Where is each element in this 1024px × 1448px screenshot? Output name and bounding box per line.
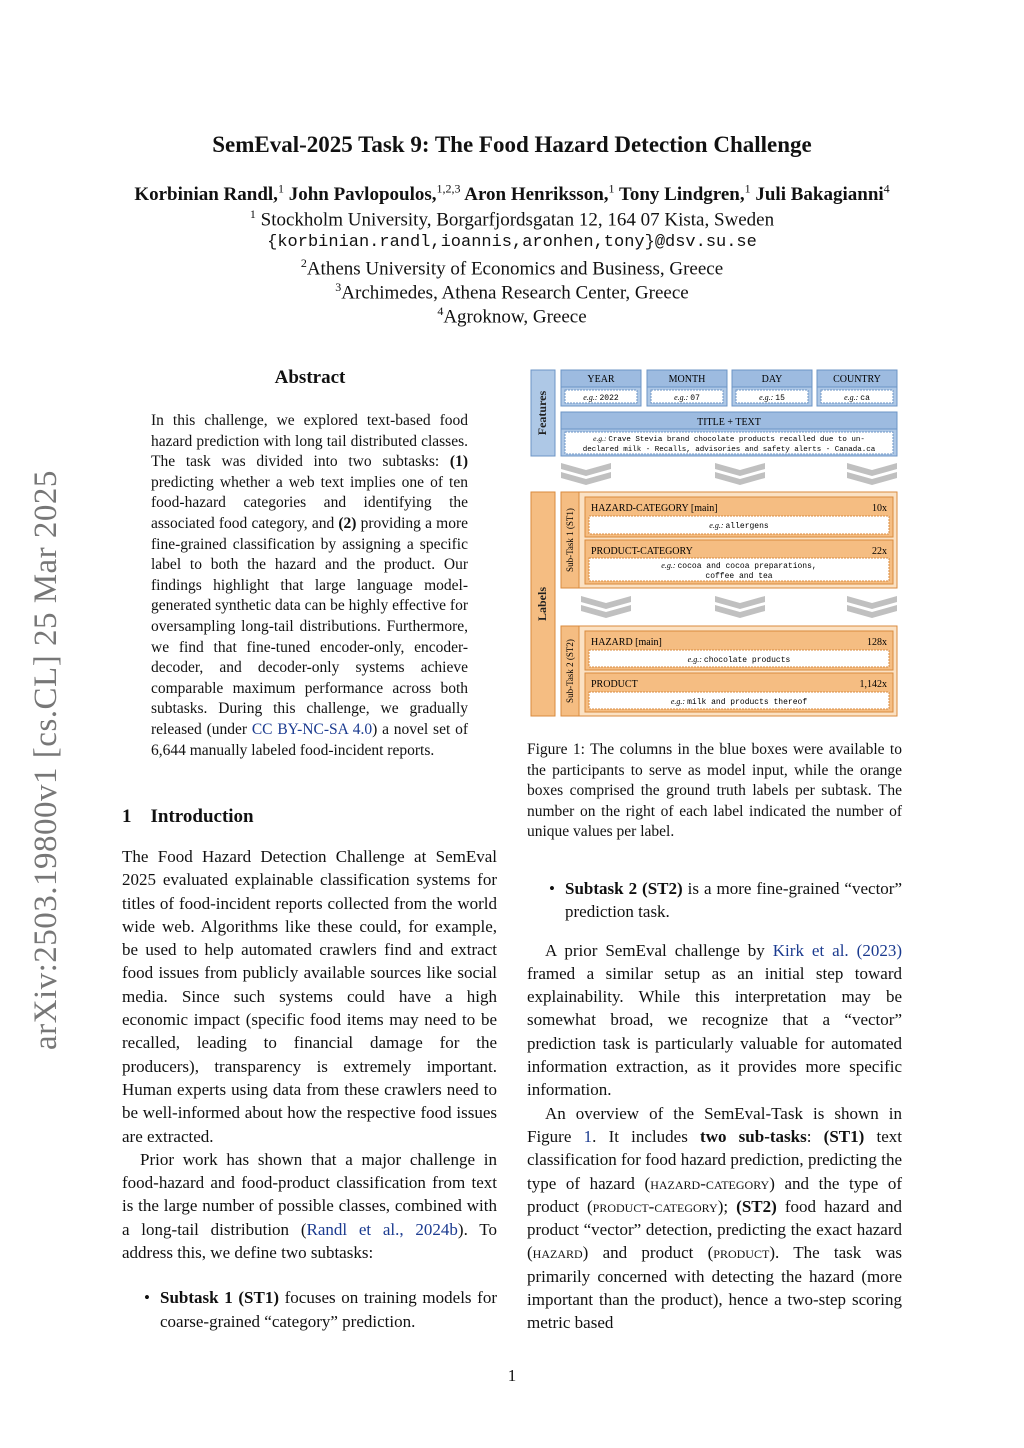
chevrons-features-to-labels — [561, 463, 897, 485]
figure-1-caption: Figure 1: The columns in the blue boxes were available to the participants to serve as model input, while the orange boxes comprised the ground truth labels per subtask. The number on the right of each label indicated the number of unique values per label. — [527, 741, 902, 841]
svg-text:e.g.: Crave Stevia brand choco: e.g.: Crave Stevia brand chocolate products recalled due to un- — [593, 434, 865, 444]
svg-text:e.g.: milk and products thereo: e.g.: milk and products thereof — [670, 697, 808, 707]
author-emails: {korbinian.randl,ioannis,aronhen,tony}@dsv.su.se — [267, 233, 757, 252]
paper-title: SemEval-2025 Task 9: The Food Hazard Detection Challenge — [212, 132, 812, 157]
feature-month — [647, 370, 727, 406]
section-heading-introduction: 1 Introduction — [122, 806, 254, 827]
label-hazard — [585, 631, 893, 670]
left-column-body — [122, 845, 497, 1333]
svg-text:22x: 22x — [872, 546, 887, 557]
citation-kirk-2023[interactable]: Kirk et al. (2023) — [772, 940, 902, 960]
labels-label: Labels — [535, 586, 549, 622]
svg-text:PRODUCT: PRODUCT — [591, 679, 638, 690]
intro-paragraph-1: The Food Hazard Detection Challenge at SemEval 2025 evaluated explainable classification systems for titles of food-incident reports collected from the world wide web. Algorithms like these could, for example, be used to help automated crawlers find and extract food issues from publicly available sources like social media. Since such systems could have a high economic impact (specific food items may need to be recalled, leading to financial damage for the producers), transparency is extremely important. Human experts using data from these crawlers need to be well-informed about how the respective food issues are extracted. — [122, 847, 497, 1146]
chevron-icon — [581, 596, 631, 609]
right-column-body — [527, 877, 902, 1335]
bullet-subtask-1: • Subtask 1 (ST1) focuses on training models for coarse-grained “category” prediction. — [140, 1286, 497, 1333]
bullet-subtask-2: • Subtask 2 (ST2) is a more fine-grained “vector” prediction task. — [545, 877, 902, 924]
svg-text:1,142x: 1,142x — [859, 679, 887, 690]
chevron-icon — [715, 596, 765, 609]
citation-randl-2024b[interactable]: Randl et al., 2024b — [306, 1219, 458, 1239]
svg-text:TITLE + TEXT: TITLE + TEXT — [697, 417, 761, 428]
svg-text:HAZARD [main]: HAZARD [main] — [591, 637, 662, 648]
affiliation-1: $^1$ Stockholm University, Borgarfjordsgatan 12, 164 07 Kista, Sweden — [249, 207, 775, 231]
subtask-1-label: Sub-Task 1 (ST1) — [565, 508, 575, 572]
license-link[interactable]: CC BY-NC-SA 4.0 — [251, 720, 373, 738]
chevrons-st1-to-st2 — [581, 596, 897, 618]
affiliation-4: $^4$Agroknow, Greece — [437, 304, 587, 328]
label-product — [585, 673, 893, 712]
svg-text:COUNTRY: COUNTRY — [833, 374, 881, 385]
author-1: Korbinian Randl,$^1$ — [134, 182, 284, 206]
svg-text:YEAR: YEAR — [587, 374, 615, 385]
author-2: John Pavlopoulos,$^{1,2,3}$ — [288, 182, 461, 206]
svg-text:coffee and tea: coffee and tea — [705, 572, 773, 581]
chevron-icon — [715, 463, 765, 476]
svg-text:declared milk - Recalls, advis: declared milk - Recalls, advisories and safety alerts - Canada.ca — [582, 446, 876, 454]
feature-country — [817, 370, 897, 406]
abstract-body: In this challenge, we explored text-based food hazard prediction with long tail distributed classes. The task was divided into two subtasks: (1) predicting whether a web text implies one of ten food-hazard categories and identifying the associated food category, and (2) providing a more fine-grained classification by assigning a specific label to both the hazard and the product. Our findings highlight that large language model-generated synthetic data can be highly effective for oversampling long-tail distributions. Furthermore, we find that fine-tuned encoder-only, encoder-decoder, and decoder-only systems achieve comparable maximum performance across both subtasks. During this challenge, we gradually released (under CC BY-NC-SA 4.0) a novel set of 6,644 manually labeled food-incident reports. — [151, 412, 468, 759]
feature-title-text — [561, 412, 897, 456]
svg-text:128x: 128x — [867, 637, 887, 648]
chevron-icon — [847, 463, 897, 476]
feature-day — [732, 370, 812, 406]
arxiv-identifier: arXiv:2503.19800v1 [cs.CL] 25 Mar 2025 — [28, 470, 64, 1050]
svg-text:DAY: DAY — [761, 374, 783, 385]
author-4: Tony Lindgren,$^1$ — [618, 182, 751, 206]
svg-text:e.g.: 07: e.g.: 07 — [674, 393, 700, 403]
feature-year — [561, 370, 641, 406]
chevron-icon — [561, 463, 611, 476]
svg-text:e.g.: ca: e.g.: ca — [844, 393, 870, 403]
figure-reference[interactable]: 1 — [583, 1126, 593, 1146]
intro-paragraph-2: Prior work has shown that a major challenge in food-hazard and food-product classification from text is the large number of possible classes, combined with a long-tail distribution (Randl et al., 2024b). To address this, we define two subtasks: — [122, 1149, 497, 1263]
svg-text:e.g.: chocolate products: e.g.: chocolate products — [687, 655, 791, 665]
label-hazard-category — [585, 497, 893, 537]
svg-text:e.g.: allergens: e.g.: allergens — [709, 521, 769, 531]
svg-text:10x: 10x — [872, 503, 887, 514]
figure-1-diagram — [527, 366, 903, 722]
svg-text:e.g.: 15: e.g.: 15 — [759, 393, 785, 403]
author-list — [0, 182, 1024, 206]
subtask-2-label: Sub-Task 2 (ST2) — [565, 639, 575, 703]
svg-text:e.g.: cocoa and cocoa preparat: e.g.: cocoa and cocoa preparations, — [661, 561, 817, 571]
svg-text:MONTH: MONTH — [668, 374, 706, 385]
right-paragraph-2: An overview of the SemEval-Task is shown in Figure 1. It includes two sub-tasks: (ST1) text classification for food hazard prediction, predicting the type of hazard (hazard-category) and the type of product (product-category); (ST2) food hazard and product “vector” detection, predicting the exact hazard (hazard) and product (product). The task was primarily concerned with detecting the hazard (more important than the product), hence a two-step scoring metric based — [527, 1103, 903, 1333]
features-label: Features — [535, 390, 549, 436]
abstract-heading: Abstract — [274, 367, 346, 388]
right-paragraph-1: A prior SemEval challenge by Kirk et al. (2023) framed a similar setup as an initial step toward explainability. While this interpretation may be somewhat broad, we recognize that a “vector” prediction task is particularly valuable for automated information extraction, as it provides more specific information. — [527, 940, 902, 1100]
chevron-icon — [847, 596, 897, 609]
svg-text:PRODUCT-CATEGORY: PRODUCT-CATEGORY — [591, 546, 693, 557]
svg-text:HAZARD-CATEGORY [main]: HAZARD-CATEGORY [main] — [591, 503, 718, 514]
label-product-category — [585, 540, 893, 584]
author-3: Aron Henriksson,$^1$ — [464, 182, 615, 206]
affiliation-3: $^3$Archimedes, Athena Research Center, Greece — [335, 280, 689, 304]
page-number: 1 — [507, 1366, 517, 1385]
svg-text:e.g.: 2022: e.g.: 2022 — [583, 393, 619, 403]
affiliation-2: $^2$Athens University of Economics and Business, Greece — [300, 256, 724, 280]
author-5: Juli Bakagianni$^4$ — [755, 182, 890, 206]
